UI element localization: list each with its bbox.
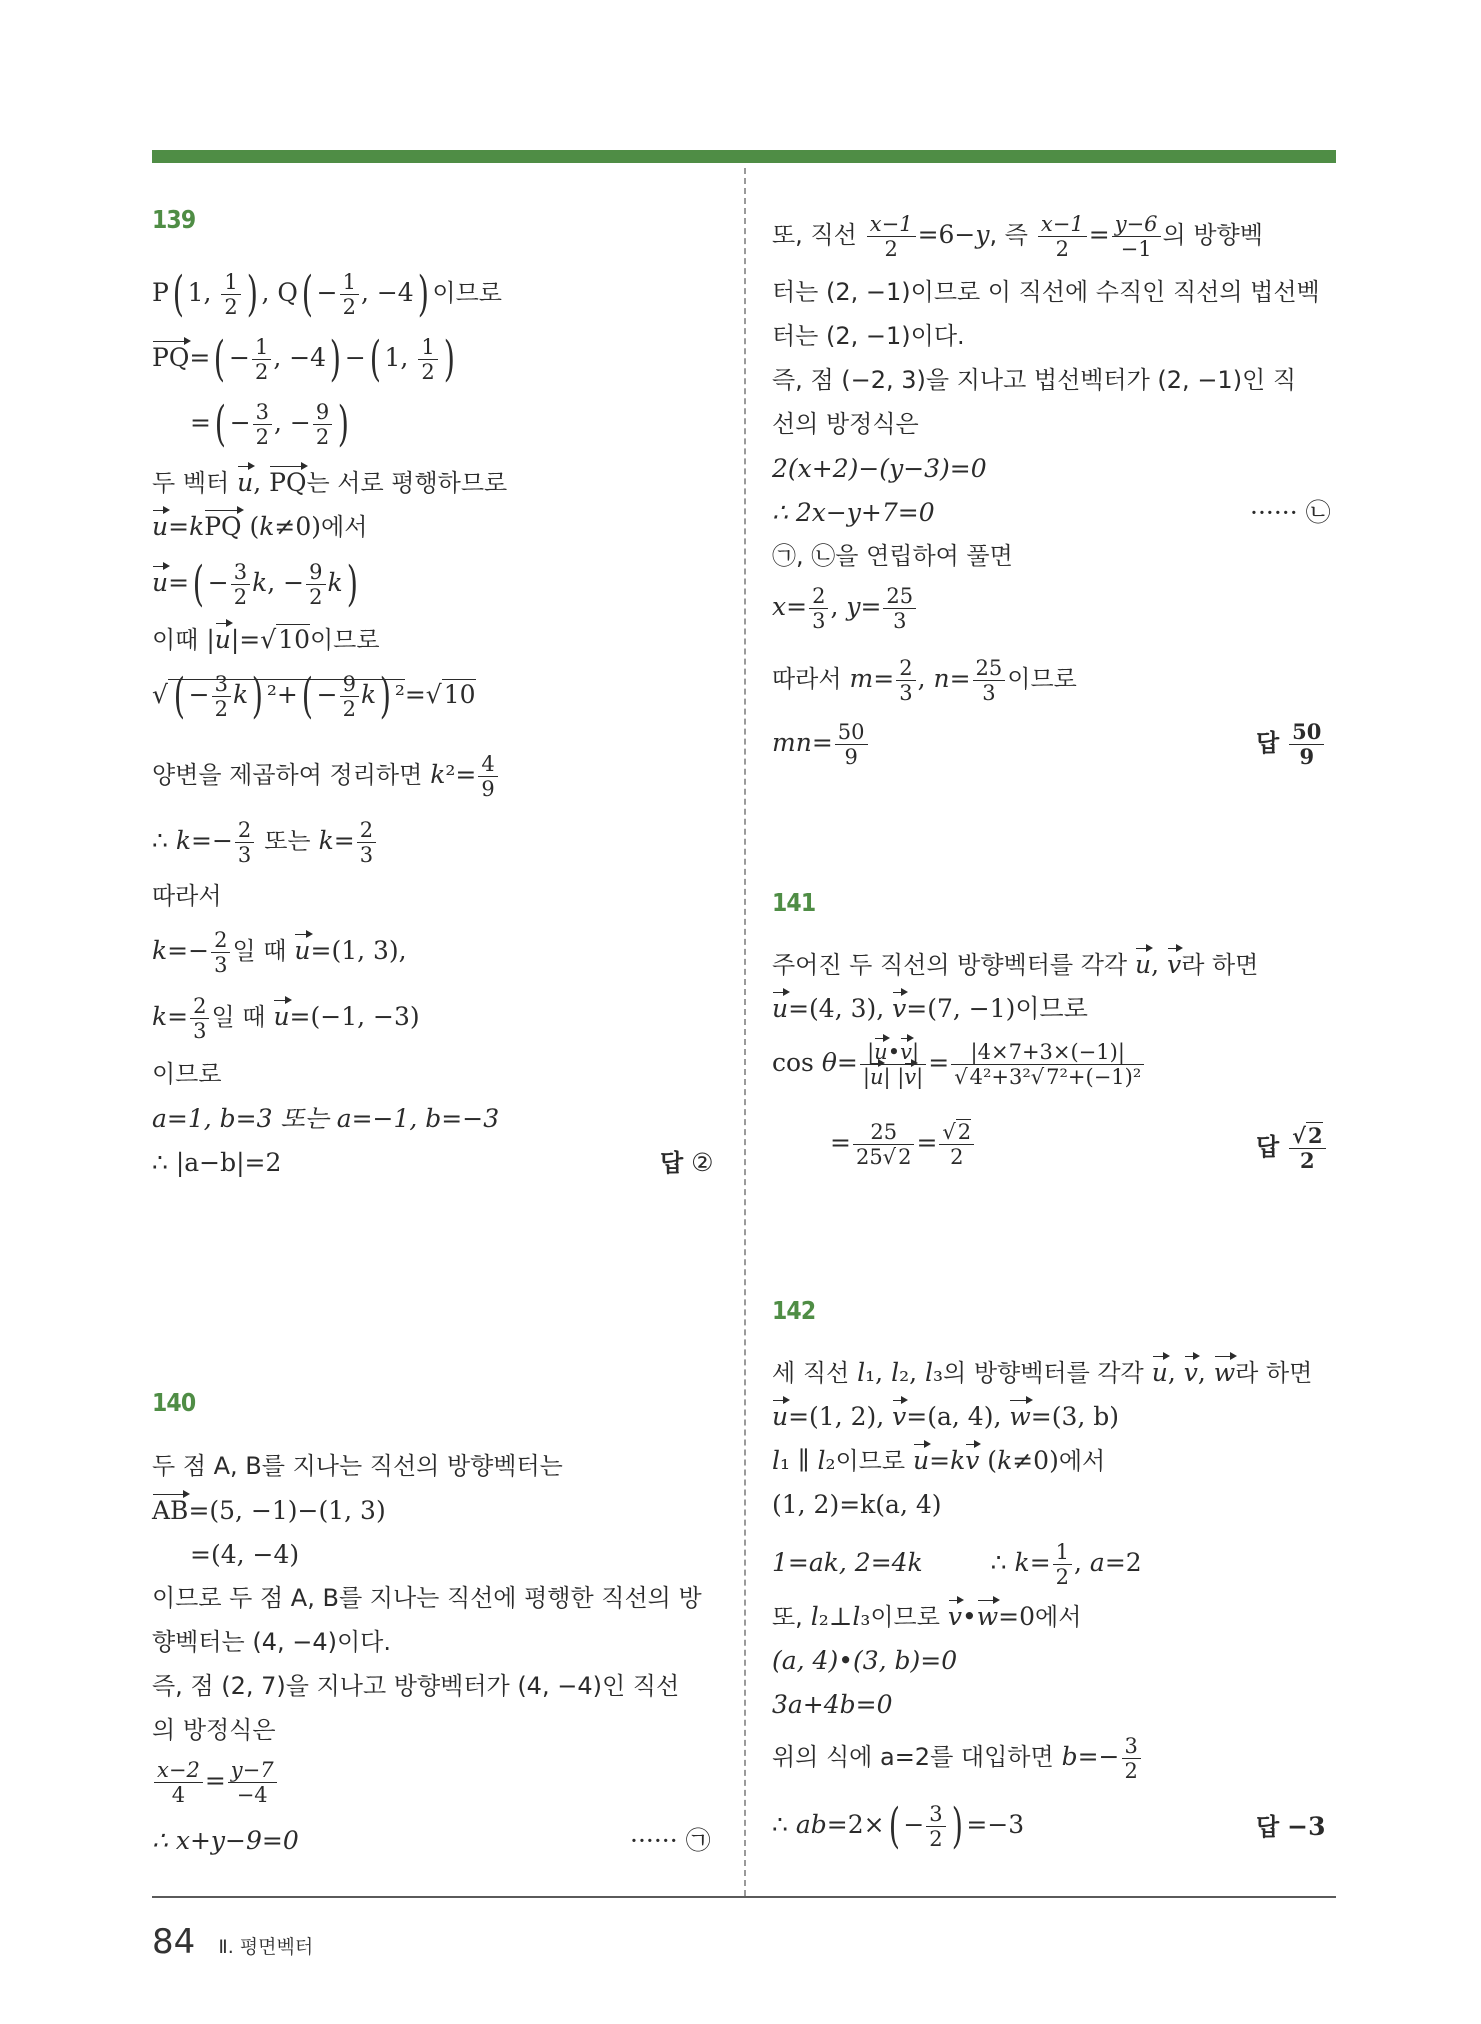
p142-line2: u=(1, 2), v=(a, 4), w=(3, b) (772, 1402, 1120, 1431)
r-line11: mn= $\frac{50}{9}$ (772, 720, 870, 769)
p142-line8: 3a+4b=0 (772, 1690, 893, 1719)
p139-line15: a=1, b=3 또는 a=−1, b=−3 (152, 1104, 500, 1133)
p139-line13: k= $\frac{2}{3}$ 일 때 u=(−1, −3) (152, 994, 420, 1044)
p141-line2: u=(4, 3), v=(7, −1)이므로 (772, 994, 1088, 1023)
answer-140: 답 $\frac{50}{9}$ (1256, 720, 1326, 769)
mark-1: ······ ㉠ (630, 1826, 711, 1855)
p139-line16: ∴ |a−b|=2 (152, 1148, 282, 1177)
r-line2: 터는 (2, −1)이므로 이 직선에 수직인 직선의 법선벡 (772, 278, 1320, 306)
p142-line1: 세 직선 l₁, l₂, l₃의 방향벡터를 각각 u, v, w라 하면 (772, 1358, 1313, 1387)
p142-line5: 1=ak, 2=4k ∴ k= $\frac{1}{2}$ , a=2 (772, 1540, 1142, 1590)
p142-line6: 또, l₂⊥l₃이므로 v•w=0에서 (772, 1602, 1082, 1631)
p139-line12: k=− $\frac{2}{3}$ 일 때 u=(1, 3), (152, 928, 407, 978)
p140-line3: =(4, −4) (190, 1540, 300, 1569)
p139-line1: P( 1, $\frac{1}{2}$ ) , Q( − $\frac{1}{2}$ , −4) 이므로 (152, 266, 502, 323)
page-number: 84 (152, 1922, 196, 1962)
p142-line9: 위의 식에 a=2를 대입하면 b=− $\frac{3}{2}$ (772, 1734, 1143, 1783)
p139-line10: ∴ k=− $\frac{2}{3}$ 또는 k= $\frac{2}{3}$ (152, 818, 378, 867)
r-line10: 따라서 m= $\frac{2}{3}$ , n= $\frac{25}{3}$ 이므로 (772, 656, 1077, 706)
r-line9: x= $\frac{2}{3}$ , y= $\frac{25}{3}$ (772, 584, 918, 633)
p141-line4: = $\frac{25}{25√2}$ = $\frac{√2}{2}$ (830, 1120, 976, 1169)
answer-141: 답 $\frac{√2}{2}$ (1256, 1124, 1328, 1173)
r-line8: ㉠, ㉡을 연립하여 풀면 (772, 542, 1013, 570)
column-divider (744, 168, 746, 1896)
p141-line3: cos θ= $\frac{|u•v|}{|u| |v|}$ = $\frac{|4\times 7+3\times(-1)|}{\text{√4²+3²√7²+(−1)²}}$ (772, 1040, 1146, 1089)
p141-line1: 주어진 두 직선의 방향벡터를 각각 u, v라 하면 (772, 950, 1259, 979)
footer (152, 1922, 313, 1962)
p139-line14: 이므로 (152, 1060, 222, 1088)
p139-line11: 따라서 (152, 882, 222, 910)
r-line6: 2(x+2)−(y−3)=0 (772, 454, 987, 483)
p140-line6: 즉, 점 (2, 7)을 지나고 방향벡터가 (4, −4)인 직선 (152, 1672, 680, 1700)
p140-line8: $\frac{x-2}{4}$ = $\frac{y-7}{-4}$ (152, 1758, 279, 1807)
r-line3: 터는 (2, −1)이다. (772, 322, 965, 350)
p140-line9: ∴ x+y−9=0 (152, 1826, 299, 1855)
bottom-rule (152, 1896, 1336, 1898)
problem-number-140: 140 (152, 1388, 196, 1417)
p139-line8: √ ( − $\frac{3}{2}$ k) ²+( − $\frac{9}{2}$ k) ²=√10 (152, 668, 476, 725)
p139-line9: 양변을 제곱하여 정리하면 k²= $\frac{4}{9}$ (152, 752, 500, 801)
section-title: Ⅱ. 평면벡터 (218, 1936, 314, 1958)
problem-number-142: 142 (772, 1296, 816, 1325)
r-line4: 즉, 점 (−2, 3)을 지나고 법선벡터가 (2, −1)인 직 (772, 366, 1297, 394)
p142-line7: (a, 4)•(3, b)=0 (772, 1646, 958, 1675)
p140-line5: 향벡터는 (4, −4)이다. (152, 1628, 391, 1656)
mark-2: ······ ㉡ (1250, 498, 1331, 527)
p140-line7: 의 방정식은 (152, 1716, 276, 1744)
p140-line4: 이므로 두 점 A, B를 지나는 직선에 평행한 직선의 방 (152, 1584, 702, 1612)
top-bar (152, 150, 1336, 163)
r-line5: 선의 방정식은 (772, 410, 919, 438)
answer-142: 답 −3 (1256, 1812, 1326, 1841)
answer-139: 답 ② (660, 1148, 714, 1177)
p140-line2: AB=(5, −1)−(1, 3) (152, 1496, 386, 1525)
r-line7: ∴ 2x−y+7=0 (772, 498, 935, 527)
p142-line3: l₁ ∥ l₂이므로 u=kv (k≠0)에서 (772, 1446, 1106, 1475)
p142-line4: (1, 2)=k(a, 4) (772, 1490, 942, 1519)
problem-number-141: 141 (772, 888, 816, 917)
p139-line2: PQ=( − $\frac{1}{2}$ , −4) −( 1, $\frac{1}{2}$ ) (152, 331, 455, 388)
p139-line5: u=kPQ (k≠0)에서 (152, 512, 368, 541)
p139-line4: 두 벡터 u, PQ는 서로 평행하므로 (152, 468, 508, 497)
problem-number-139: 139 (152, 205, 196, 234)
r-line1: 또, 직선 $\frac{x-1}{2}$ =6−y, 즉 $\frac{x-1}{2}$ = $\frac{y-6}{-1}$ 의 방향벡 (772, 212, 1263, 262)
p139-line3: =( − $\frac{3}{2}$ , − $\frac{9}{2}$ ) (190, 396, 350, 453)
p142-line10: ∴ ab=2×( − $\frac{3}{2}$ ) =−3 (772, 1798, 1025, 1855)
p140-line1: 두 점 A, B를 지나는 직선의 방향벡터는 (152, 1452, 563, 1480)
p139-line6: u=( − $\frac{3}{2}$ k, − $\frac{9}{2}$ k) (152, 556, 358, 613)
p139-line7: 이때 |u|=√10이므로 (152, 625, 380, 654)
